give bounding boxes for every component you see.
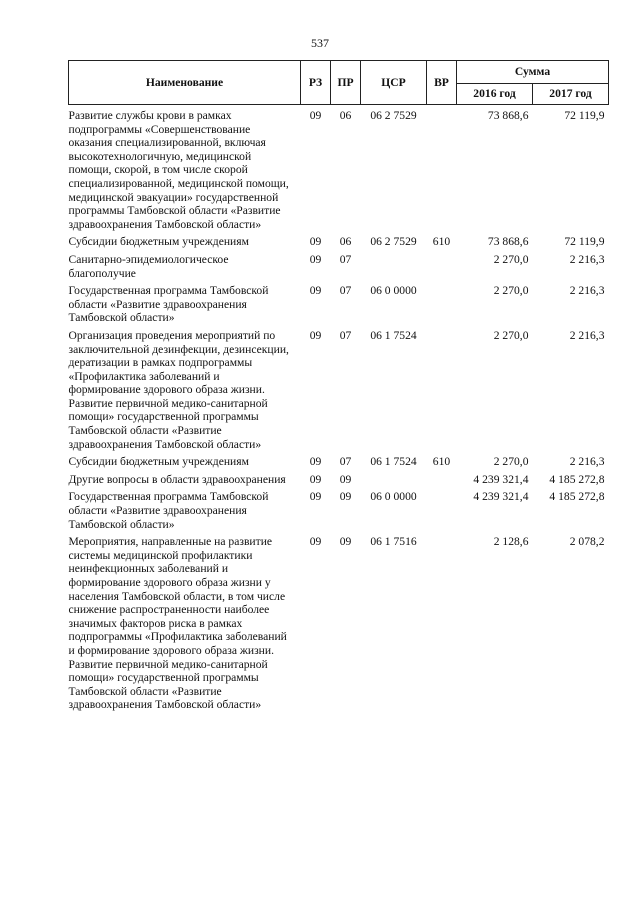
row-pr: 09 bbox=[339, 472, 352, 486]
table-row bbox=[69, 105, 609, 236]
row-sum-2017: 2 078,2 bbox=[569, 535, 605, 549]
header-pr: ПР bbox=[331, 61, 361, 105]
row-pr: 09 bbox=[339, 490, 352, 504]
row-vr bbox=[427, 253, 457, 284]
row-name: Субсидии бюджетным учреждениям bbox=[68, 455, 249, 469]
row-rz: 09 bbox=[309, 235, 322, 249]
row-sum-2016: 4 239 321,4 bbox=[473, 472, 529, 486]
row-sum-2016: 2 270,0 bbox=[493, 328, 529, 342]
row-name: Мероприятия, направленные на развитие системы медицинской профилактики неинфекционных заболеваний и формирование здорового образа жизни у населения Тамбовской области, в том числе снижение распространенности наиболее значимых факторов риска в рамках подпрограммы «Профилактика заболеваний и формирование здорового образа жизни. Развитие первичной медико-санитарной помощи» государственной программы Тамбовской области «Развитие здравоохранения Тамбовской области» bbox=[68, 535, 287, 712]
row-sum-2017: 2 216,3 bbox=[569, 328, 605, 342]
row-csr: 06 1 7516 bbox=[370, 535, 417, 549]
budget-table bbox=[68, 60, 609, 716]
row-sum-2017: 2 216,3 bbox=[569, 455, 605, 469]
row-vr bbox=[427, 105, 457, 236]
row-vr: 610 bbox=[432, 455, 451, 469]
row-sum-2016: 73 868,6 bbox=[487, 109, 529, 122]
header-csr: ЦСР bbox=[361, 61, 427, 105]
row-name: Организация проведения мероприятий по заключительной дезинфекции, дезинсекции, дератизации в рамках подпрограммы «Профилактика заболеваний и формирование здорового образа жизни. Развитие первичной медико-санитарной помощи» государственной программы Тамбовской области «Развитие здравоохранения Тамбовской области» bbox=[68, 328, 289, 451]
row-name: Санитарно-эпидемиологическое благополучие bbox=[68, 252, 229, 280]
row-rz: 09 bbox=[309, 284, 322, 298]
row-name: Государственная программа Тамбовской области «Развитие здравоохранения Тамбовской области» bbox=[68, 284, 269, 325]
row-name: Другие вопросы в области здравоохранения bbox=[68, 472, 286, 486]
row-pr: 07 bbox=[339, 328, 352, 342]
row-pr: 06 bbox=[339, 235, 352, 249]
row-name: Государственная программа Тамбовской области «Развитие здравоохранения Тамбовской области» bbox=[68, 490, 269, 531]
row-csr: 06 2 7529 bbox=[370, 109, 417, 122]
row-sum-2017: 2 216,3 bbox=[569, 252, 605, 266]
header-vr: ВР bbox=[427, 61, 457, 105]
row-name: Субсидии бюджетным учреждениям bbox=[68, 235, 249, 249]
row-name: Развитие службы крови в рамках подпрограммы «Совершенствование оказания специализированной, включая высокотехнологичную, медицинской помощи, скорой, в том числе скорой специализированной, медицинской помощи, медицинской эвакуации» государственной программы Тамбовской области «Развитие здравоохранения Тамбовской области» bbox=[68, 109, 289, 231]
row-rz: 09 bbox=[309, 535, 322, 549]
row-vr: 610 bbox=[432, 235, 451, 249]
row-vr bbox=[427, 535, 457, 716]
header-sum: Сумма bbox=[457, 61, 609, 84]
row-rz: 09 bbox=[309, 490, 322, 504]
row-csr: 06 2 7529 bbox=[370, 235, 417, 249]
row-sum-2016: 2 270,0 bbox=[493, 455, 529, 469]
table-row bbox=[69, 490, 609, 535]
row-sum-2016: 2 270,0 bbox=[493, 252, 529, 266]
row-rz: 09 bbox=[309, 328, 322, 342]
header-name: Наименование bbox=[69, 61, 301, 105]
row-csr bbox=[361, 253, 427, 284]
row-vr bbox=[427, 490, 457, 535]
row-pr: 07 bbox=[339, 252, 352, 266]
table-row bbox=[69, 284, 609, 329]
table-row bbox=[69, 473, 609, 491]
header-rz: РЗ bbox=[301, 61, 331, 105]
row-csr: 06 1 7524 bbox=[370, 455, 417, 469]
row-pr: 07 bbox=[339, 284, 352, 298]
row-sum-2016: 2 270,0 bbox=[493, 284, 529, 298]
row-csr: 06 1 7524 bbox=[370, 328, 417, 342]
row-rz: 09 bbox=[309, 455, 322, 469]
row-rz: 09 bbox=[309, 472, 322, 486]
row-sum-2016: 4 239 321,4 bbox=[473, 490, 529, 504]
row-pr: 06 bbox=[339, 109, 352, 122]
row-rz: 09 bbox=[309, 109, 322, 122]
table-row bbox=[69, 329, 609, 455]
row-csr bbox=[361, 473, 427, 491]
row-sum-2017: 72 119,9 bbox=[564, 235, 605, 249]
page-number: 537 bbox=[311, 36, 329, 50]
table-row bbox=[69, 235, 609, 253]
header-year-2016: 2016 год bbox=[457, 84, 533, 105]
row-csr: 06 0 0000 bbox=[370, 284, 417, 298]
row-csr: 06 0 0000 bbox=[370, 490, 417, 504]
table-row bbox=[69, 535, 609, 716]
row-sum-2016: 73 868,6 bbox=[487, 235, 529, 249]
row-vr bbox=[427, 284, 457, 329]
row-sum-2017: 72 119,9 bbox=[564, 109, 605, 122]
row-sum-2017: 4 185 272,8 bbox=[549, 472, 605, 486]
row-sum-2017: 2 216,3 bbox=[569, 284, 605, 298]
table-row bbox=[69, 253, 609, 284]
row-vr bbox=[427, 329, 457, 455]
row-vr bbox=[427, 473, 457, 491]
row-sum-2016: 2 128,6 bbox=[493, 535, 529, 549]
row-pr: 07 bbox=[339, 455, 352, 469]
header-year-2017: 2017 год bbox=[533, 84, 609, 105]
row-rz: 09 bbox=[309, 252, 322, 266]
row-pr: 09 bbox=[339, 535, 352, 549]
row-sum-2017: 4 185 272,8 bbox=[549, 490, 605, 504]
table-row bbox=[69, 455, 609, 473]
